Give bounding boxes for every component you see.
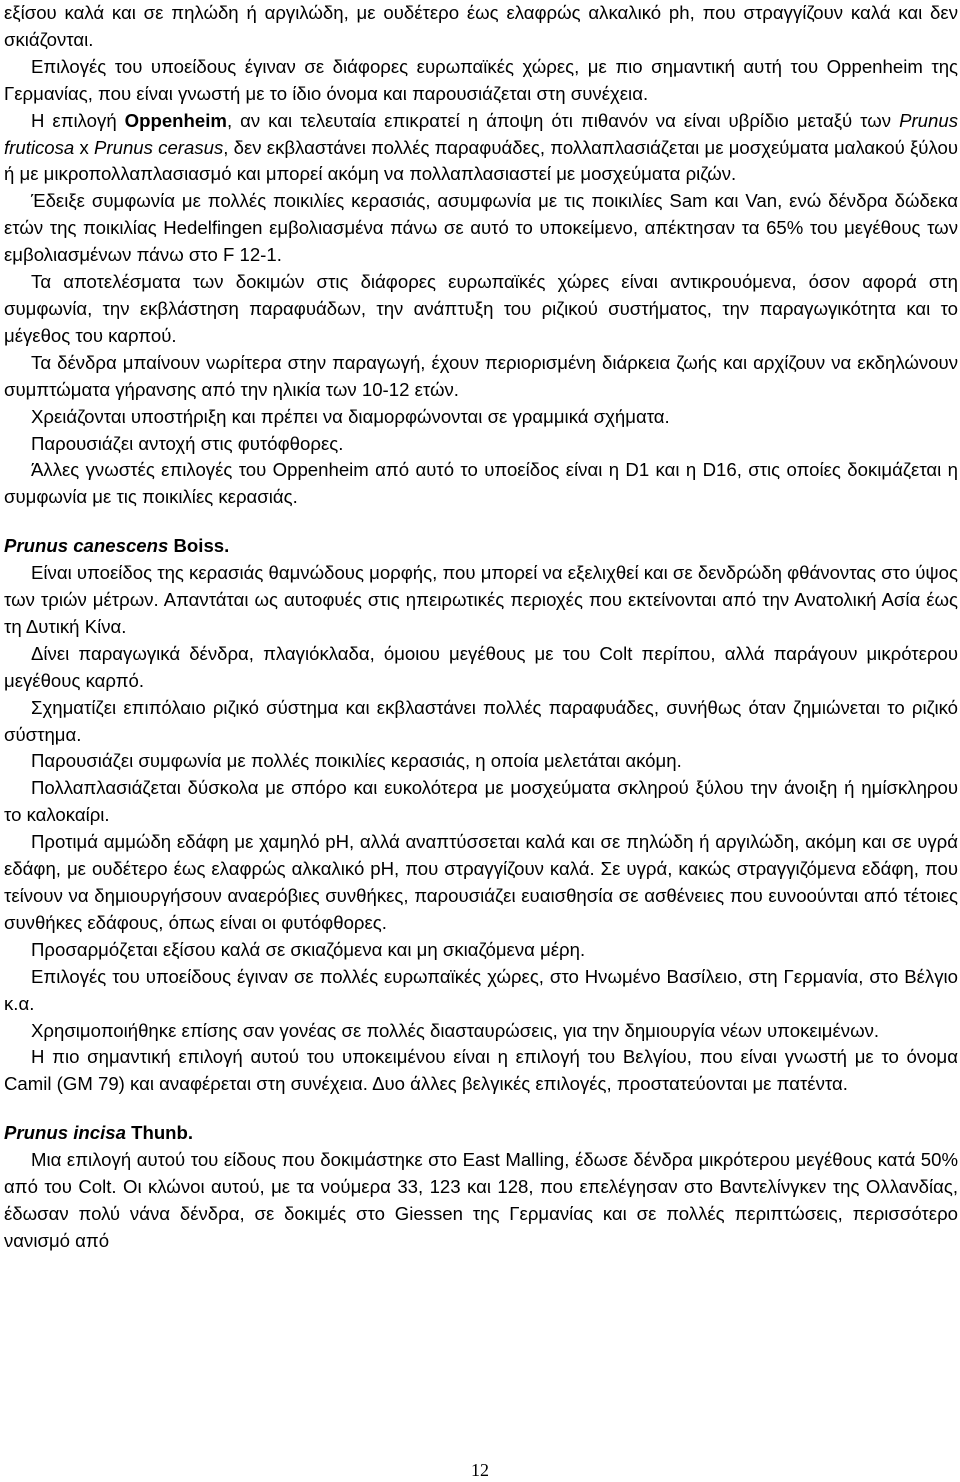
paragraph: Τα δένδρα μπαίνουν νωρίτερα στην παραγωγή, έχουν περιορισμένη διάρκεια ζωής και αρχίζουν να εκδηλώνουν συμπτώματα γήρανσης από την ηλικία των 10-12 ετών.: [4, 351, 958, 400]
paragraph: Μια επιλογή αυτού του είδους που δοκιμάστηκε στο East Malling, έδωσε δένδρα μικρότερου μεγέθους κατά 50% από του Colt. Οι κλώνοι αυτού, με τα νούμερα 33, 123 και 128, που επελέγησαν στο Βαντελίνγκεν της Ολλανδίας, έδωσαν πολύ νάνα δένδρα, σε δοκιμές στο Giessen της Γερμανίας και σε πολλές περιπτώσεις, περισσότερο νανισμό από: [4, 1149, 958, 1251]
paragraph: Επιλογές του υποείδους έγιναν σε πολλές ευρωπαϊκές χώρες, στο Ηνωμένο Βασίλειο, στη Γερμανία, στο Βέλγιο κ.α.: [4, 965, 958, 1014]
text: , αν και τελευταία επικρατεί η άποψη ότι πιθανόν να είναι υβρίδιο μεταξύ των: [226, 109, 900, 131]
paragraph: Χρησιμοποιήθηκε επίσης σαν γονέας σε πολλές διασταυρώσεις, για την δημιουργία νέων υποκειμένων.: [31, 1019, 880, 1041]
page-number: 12: [471, 1460, 489, 1480]
paragraph: Επιλογές του υποείδους έγιναν σε διάφορες ευρωπαϊκές χώρες, με πιο σημαντική αυτή του Oppenheim της Γερμανίας, που είναι γνωστή με το ίδιο όνομα και παρουσιάζεται στη συνέχεια.: [4, 55, 958, 104]
author-name: Boiss.: [168, 535, 230, 557]
paragraph: Πολλαπλασιάζεται δύσκολα με σπόρο και ευκολότερα με μοσχεύματα σκληρού ξύλου την άνοιξη ή ημίσκληρου το καλοκαίρι.: [4, 777, 958, 826]
cultivar-name: Oppenheim: [124, 109, 227, 131]
paragraph: Έδειξε συμφωνία με πολλές ποικιλίες κερασιάς, ασυμφωνία με τις ποικιλίες Sam και Van, ενώ δένδρα δώδεκα ετών της ποικιλίας Hedelfingen εμβολιασμένα πάνω σε αυτό το υποκείμενο, απέκτησαν τα 65% του μεγέθους των εμβολιασμένων πάνω στο F 12-1.: [4, 190, 958, 266]
section-heading-incisa: [4, 1120, 958, 1147]
paragraph: Σχηματίζει επιπόλαιο ριζικό σύστημα και εκβλαστάνει πολλές παραφυάδες, συνήθως όταν ζημιώνεται το ριζικό σύστημα.: [4, 696, 958, 745]
paragraph: Προτιμά αμμώδη εδάφη με χαμηλό pH, αλλά αναπτύσσεται καλά και σε πηλώδη ή αργιλώδη, ακόμη και σε υγρά εδάφη, με ουδέτερο έως ελαφρώς αλκαλικό pH, που στραγγίζουν καλά. Σε υγρά, κακώς στραγγιζόμενα εδάφη, που τείνουν να δημιουργήσουν αναερόβιες συνθήκες, παρουσιάζει ευαισθησία σε ασθένειες που ευνοούνται από τέτοιες συνθήκες εδάφους, όπως είναι οι φυτόφθορες.: [4, 831, 958, 933]
paragraph: Παρουσιάζει συμφωνία με πολλές ποικιλίες κερασιάς, η οποία μελετάται ακόμη.: [31, 750, 682, 772]
paragraph: Είναι υποείδος της κερασιάς θαμνώδους μορφής, που μπορεί να εξελιχθεί και σε δενδρώδη φθάνοντας στο ύψος των τριών μέτρων. Απαντάται ως αυτοφυές στις ηπειρωτικές περιοχές που εκτείνονται από την Ανατολική Ασία έως τη Δυτική Κίνα.: [4, 562, 958, 637]
paragraph: Η πιο σημαντική επιλογή αυτού του υποκειμένου είναι η επιλογή του Βελγίου, που είναι γνωστή με το όνομα Camil (GM 79) και αναφέρεται στη συνέχεια. Δυο άλλες βελγικές επιλογές, προστατεύονται με πατέντα.: [4, 1046, 958, 1095]
species-name: Prunus fruticosa: [4, 109, 958, 158]
paragraph: Παρουσιάζει αντοχή στις φυτόφθορες.: [31, 432, 344, 454]
species-name: Prunus cerasus: [94, 136, 224, 158]
section-heading-canescens: [4, 533, 958, 560]
paragraph: Προσαρμόζεται εξίσου καλά σε σκιαζόμενα και μη σκιαζόμενα μέρη.: [31, 938, 586, 960]
paragraph: Τα αποτελέσματα των δοκιμών στις διάφορες ευρωπαϊκές χώρες είναι αντικρουόμενα, όσον αφορά στη συμφωνία, την εκβλάστηση παραφυάδων, την ανάπτυξη του ριζικού συστήματος, την παραγωγικότητα και το μέγεθος του καρπού.: [4, 271, 958, 346]
paragraph: εξίσου καλά και σε πηλώδη ή αργιλώδη, με ουδέτερο έως ελαφρώς αλκαλικό ph, που στραγγίζουν καλά και δεν σκιάζονται.: [4, 2, 958, 50]
paragraph: Άλλες γνωστές επιλογές του Oppenheim από αυτό το υποείδος είναι η D1 και η D16, στις οποίες δοκιμάζεται η συμφωνία με τις ποικιλίες κερασιάς.: [4, 459, 958, 508]
paragraph: Χρειάζονται υποστήριξη και πρέπει να διαμορφώνονται σε γραμμικά σχήματα.: [31, 405, 670, 427]
species-name: Prunus incisa: [4, 1122, 126, 1144]
document-body: [4, 0, 958, 1255]
paragraph-oppenheim-intro: [4, 108, 958, 189]
paragraph: Δίνει παραγωγικά δένδρα, πλαγιόκλαδα, όμοιου μεγέθους με του Colt περίπου, αλλά παράγουν μικρότερου μεγέθους καρπό.: [4, 642, 958, 691]
author-name: Thunb.: [125, 1122, 194, 1144]
text: x: [74, 136, 95, 158]
species-name: Prunus canescens: [4, 535, 169, 557]
text: Η επιλογή: [31, 109, 125, 131]
text: , δεν εκβλαστάνει πολλές παραφυάδες, πολλαπλασιάζεται με μοσχεύματα μαλακού ξύλου ή με μικροπολλαπλασιασμό και μπορεί ακόμη να πολλαπλασιαστεί με μοσχεύματα ριζών.: [4, 136, 958, 185]
